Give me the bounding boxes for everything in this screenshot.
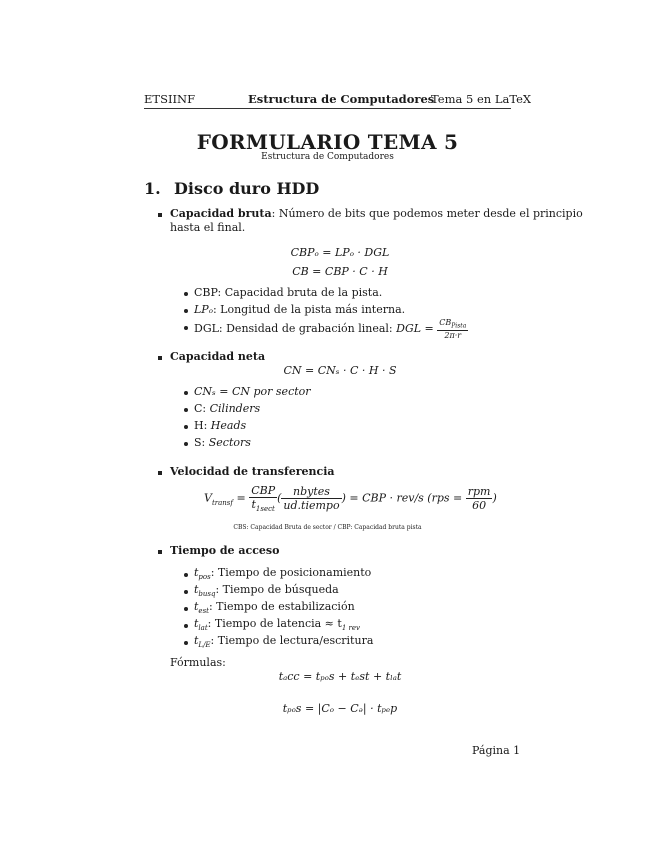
formulas-label: Fórmulas:	[170, 656, 226, 669]
header-rule	[144, 108, 511, 109]
section-title: Disco duro HDD	[174, 179, 320, 198]
dgl-denominator: 2π·r	[444, 330, 462, 340]
bullet-dot	[184, 442, 188, 446]
cn-item-3-sym: H:	[194, 419, 211, 432]
equation-cn: CN = CNₛ · C · H · S	[283, 364, 397, 377]
tiempo-item-1-text: : Tiempo de posicionamiento	[210, 566, 372, 579]
tiempo-item-4	[194, 617, 360, 632]
bullet-dot	[184, 590, 188, 594]
vel-lhs-sub: transf	[211, 498, 233, 507]
tiempo-item-2-text: : Tiempo de búsqueda	[215, 583, 339, 596]
page-number: Página 1	[472, 744, 521, 757]
velocidad-term: Velocidad de transferencia	[170, 465, 335, 478]
vel-mid: ) = CBP · rev/s (rps =	[341, 491, 466, 505]
equation-velocidad: $V_{transf}$ = $\frac{\text{CBP}}{t_{1sect}}$ ( $\frac{\text{nbytes}}{\text{ud.tiempo}}$ ) = CBP · rev/s (rps = $\frac{\text{rpm}}{60}$ )	[204, 484, 497, 514]
cb-item-3	[194, 318, 468, 340]
capacidad-neta-term: Capacidad neta	[170, 350, 266, 363]
capacidad-bruta-term: Capacidad bruta	[170, 207, 272, 220]
t-sym: t	[194, 617, 199, 630]
capacidad-bruta-line1	[170, 207, 583, 220]
tiempo-item-5-text: : Tiempo de lectura/escritura	[210, 634, 374, 647]
dgl-num-sub: Pista	[451, 322, 467, 330]
t-sym: t	[194, 566, 199, 579]
vel-frac-1-den	[249, 498, 277, 513]
bullet-square	[158, 356, 162, 360]
bullet-dot	[184, 292, 188, 296]
page-title: FORMULARIO TEMA 5	[196, 130, 459, 154]
equation-cbp: CBPₒ = LPₒ · DGL	[290, 246, 390, 259]
t-sub: busq	[198, 590, 216, 599]
vel-lhs: V	[204, 491, 212, 505]
equation-tpos: tₚₒs = |Cₒ − Cₔ| · tₚₑp	[282, 702, 398, 715]
bullet-dot	[184, 425, 188, 429]
cn-item-1-text: = CN por sector	[215, 385, 311, 398]
bullet-dot	[184, 408, 188, 412]
cb-item-2	[194, 303, 405, 316]
t-sub: lat	[198, 624, 208, 633]
cn-item-2-text: Cilinders	[209, 402, 261, 415]
t-tail-sub: 1 rev	[341, 624, 360, 633]
equation-tacc: tₐcc = tₚₒs + tₑst + tₗₐt	[278, 670, 402, 683]
lp-symbol: LPₒ	[194, 303, 213, 316]
bullet-square	[158, 471, 162, 475]
bullet-square	[158, 213, 162, 217]
t-sub: pos	[198, 573, 211, 582]
vel-frac-1-den-sub: 1sect	[255, 505, 275, 514]
vel-frac-2-num: nbytes	[281, 485, 341, 499]
vel-frac-1-den-text: t	[251, 498, 256, 511]
cn-item-4	[194, 436, 251, 449]
cn-item-3	[194, 419, 246, 432]
cb-item-1: CBP: Capacidad bruta de la pista.	[194, 286, 383, 299]
bullet-dot	[184, 326, 188, 330]
tiempo-item-1	[194, 566, 371, 581]
capacidad-bruta-desc: : Número de bits que podemos meter desde el principio	[271, 207, 583, 220]
equation-cb: CB = CBP · C · H	[292, 265, 388, 278]
t-sym: t	[194, 634, 199, 647]
t-sub: est	[198, 607, 209, 616]
cn-item-4-sym: S:	[194, 436, 209, 449]
cn-item-1-sym: CNₛ	[194, 385, 216, 398]
vel-frac-2-den: ud.tiempo	[283, 499, 340, 513]
dgl-numerator	[437, 318, 468, 331]
t-sym: t	[194, 600, 199, 613]
t-sym: t	[194, 583, 199, 596]
page-subtitle: Estructura de Computadores	[261, 152, 394, 162]
vel-frac-1-num: CBP	[251, 484, 276, 497]
bullet-dot	[184, 624, 188, 628]
t-sub: L/E	[198, 641, 211, 650]
bullet-dot	[184, 573, 188, 577]
vel-frac-3	[466, 485, 493, 512]
vel-frac-1	[249, 484, 277, 513]
dgl-num-text: CB	[439, 318, 452, 327]
bullet-dot	[184, 309, 188, 313]
tiempo-item-5	[194, 634, 373, 649]
cn-item-1	[194, 385, 311, 398]
header-center: Estructura de Computadores	[248, 92, 435, 106]
bullet-dot	[184, 391, 188, 395]
capacidad-bruta-line2: hasta el final.	[170, 221, 246, 234]
section-number: 1.	[144, 179, 161, 198]
vel-frac-3-den: 60	[472, 499, 487, 513]
cb-item-3-text: DGL: Densidad de grabación lineal:	[194, 321, 397, 335]
bullet-square	[158, 550, 162, 554]
dgl-lhs: DGL =	[396, 321, 434, 335]
velocidad-note: CBS: Capacidad Bruta de sector / CBP: Capacidad bruta pista	[233, 524, 422, 531]
vel-frac-2	[281, 485, 341, 512]
tiempo-item-3-text: : Tiempo de estabilización	[208, 600, 355, 613]
dgl-fraction	[437, 318, 468, 340]
header-right: Tema 5 en LaTeX	[431, 92, 532, 106]
bullet-dot	[184, 607, 188, 611]
vel-end: )	[492, 491, 497, 505]
tiempo-item-2	[194, 583, 339, 598]
cb-item-2-text: : Longitud de la pista más interna.	[212, 303, 406, 316]
tiempo-item-4-text: : Tiempo de latencia ≈ t	[207, 617, 342, 630]
vel-frac-3-num: rpm	[467, 485, 491, 499]
header-left: ETSIINF	[144, 92, 196, 106]
tiempo-item-3	[194, 600, 355, 615]
bullet-dot	[184, 641, 188, 645]
cn-item-2	[194, 402, 260, 415]
cn-item-3-text: Heads	[210, 419, 247, 432]
section-heading	[144, 179, 319, 198]
cn-item-2-sym: C:	[194, 402, 210, 415]
cn-item-4-text: Sectors	[208, 436, 251, 449]
tiempo-term: Tiempo de acceso	[170, 544, 280, 557]
